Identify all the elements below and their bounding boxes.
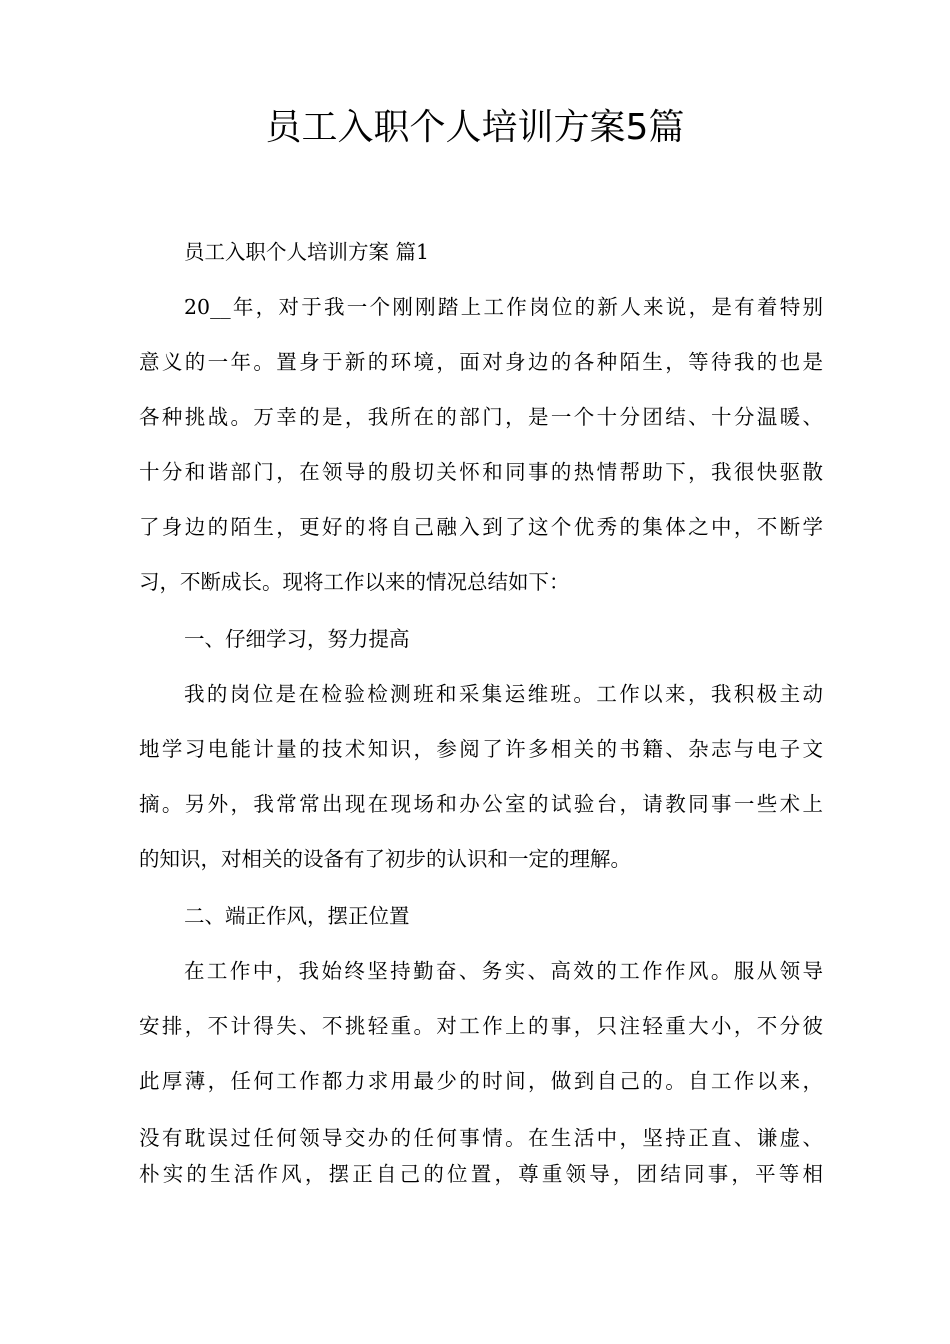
- paragraph-line: 安排，不计得失、不挑轻重。对工作上的事，只注轻重大小，不分彼: [139, 1014, 823, 1038]
- paragraph-line: 了身边的陌生，更好的将自己融入到了这个优秀的集体之中，不断学: [139, 515, 823, 539]
- paragraph-line: 在工作中，我始终坚持勤奋、务实、高效的工作作风。服从领导: [184, 959, 823, 983]
- paragraph-line: 意义的一年。置身于新的环境，面对身边的各种陌生，等待我的也是: [139, 350, 823, 374]
- section-heading: 员工入职个人培训方案 篇1: [184, 240, 430, 264]
- paragraph-line: 20__年，对于我一个刚刚踏上工作岗位的新人来说，是有着特别: [184, 295, 823, 319]
- paragraph-line: 朴实的生活作风，摆正自己的位置，尊重领导，团结同事，平等相: [139, 1162, 823, 1186]
- paragraph-line: 我的岗位是在检验检测班和采集运维班。工作以来，我积极主动: [184, 682, 823, 706]
- paragraph-line: 地学习电能计量的技术知识，参阅了许多相关的书籍、杂志与电子文: [139, 737, 823, 761]
- paragraph-line: 习，不断成长。现将工作以来的情况总结如下：: [139, 570, 570, 594]
- section-heading: 一、仔细学习，努力提高: [184, 627, 410, 651]
- paragraph-line: 此厚薄，任何工作都力求用最少的时间，做到自己的。自工作以来，: [139, 1069, 823, 1093]
- paragraph-line: 没有耽误过任何领导交办的任何事情。在生活中，坚持正直、谦虚、: [139, 1126, 823, 1150]
- paragraph-line: 摘。另外，我常常出现在现场和办公室的试验台，请教同事一些术上: [139, 792, 823, 816]
- paragraph-line: 十分和谐部门，在领导的殷切关怀和同事的热情帮助下，我很快驱散: [139, 460, 823, 484]
- paragraph-line: 各种挑战。万幸的是，我所在的部门，是一个十分团结、十分温暖、: [139, 405, 823, 429]
- page-title: 员工入职个人培训方案5篇: [265, 107, 685, 148]
- section-heading: 二、端正作风，摆正位置: [184, 904, 410, 928]
- paragraph-line: 的知识，对相关的设备有了初步的认识和一定的理解。: [139, 847, 631, 871]
